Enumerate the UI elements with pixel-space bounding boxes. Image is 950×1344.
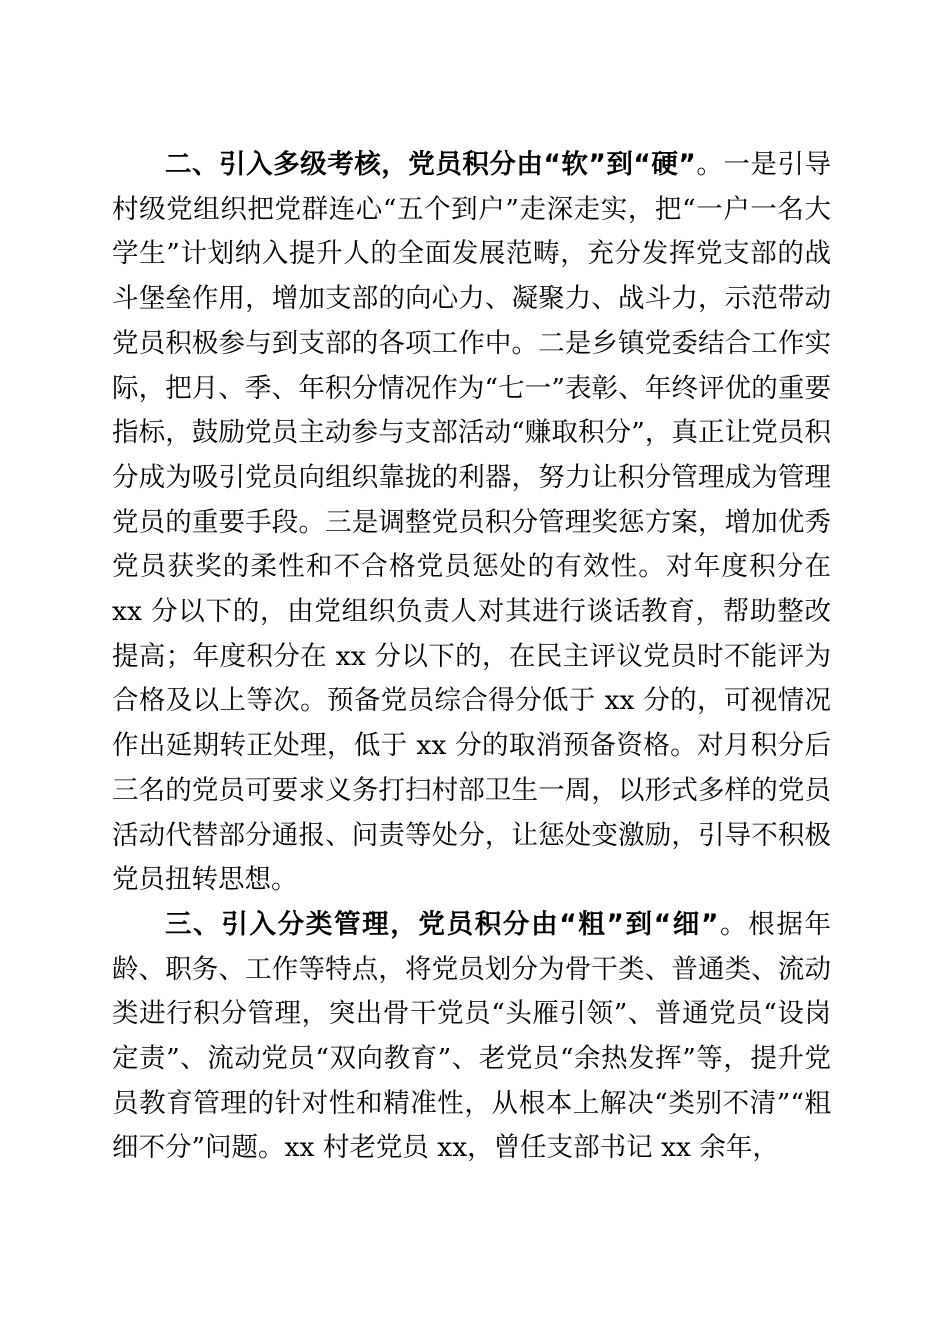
paragraph-section-2 (112, 143, 831, 903)
paragraph-body: 。一是引导村级党组织把党群连心“五个到户”走深走实，把“一户一名大学生”计划纳入提升人的全面发展范畴，充分发挥党支部的战斗堡垒作用，增加支部的向心力、凝聚力、战斗力，示范带动党员积极参与到支部的各项工作中。二是乡镇党委结合工作实际，把月、季、年积分情况作为“七一”表彰、年终评优的重要指标，鼓励党员主动参与支部活动“赚取积分”，真正让党员积分成为吸引党员向组织靠拢的利器，努力让积分管理成为管理党员的重要手段。三是调整党员积分管理奖惩方案，增加优秀党员获奖的柔性和不合格党员惩处的有效性。对年度积分在 xx 分以下的，由党组织负责人对其进行谈话教育，帮助整改提高；年度积分在 xx 分以下的，在民主评议党员时不能评为合格及以上等次。预备党员综合得分低于 xx 分的，可视情况作出延期转正处理，低于 xx 分的取消预备资格。对月积分后三名的党员可要求义务打扫村部卫生一周，以形式多样的党员活动代替部分通报、问责等处分，让惩处变激励，引导不积极党员扭转思想。 (112, 149, 831, 896)
paragraph-heading: 三、引入分类管理，党员积分由“粗”到“细” (165, 908, 719, 940)
document-content (112, 143, 831, 1171)
paragraph-body: 。根据年龄、职务、工作等特点，将党员划分为骨干类、普通类、流动类进行积分管理，突出骨干党员“头雁引领”、普通党员“设岗定责”、流动党员“双向教育”、老党员“余热发挥”等，提升党员教育管理的针对性和精准性，从根本上解决“类别不清”“粗细不分”问题。xx 村老党员 xx，曾任支部书记 xx 余年， (112, 908, 831, 1164)
paragraph-heading: 二、引入多级考核，党员积分由“软”到“硬” (165, 149, 696, 180)
paragraph-section-3 (112, 903, 831, 1171)
